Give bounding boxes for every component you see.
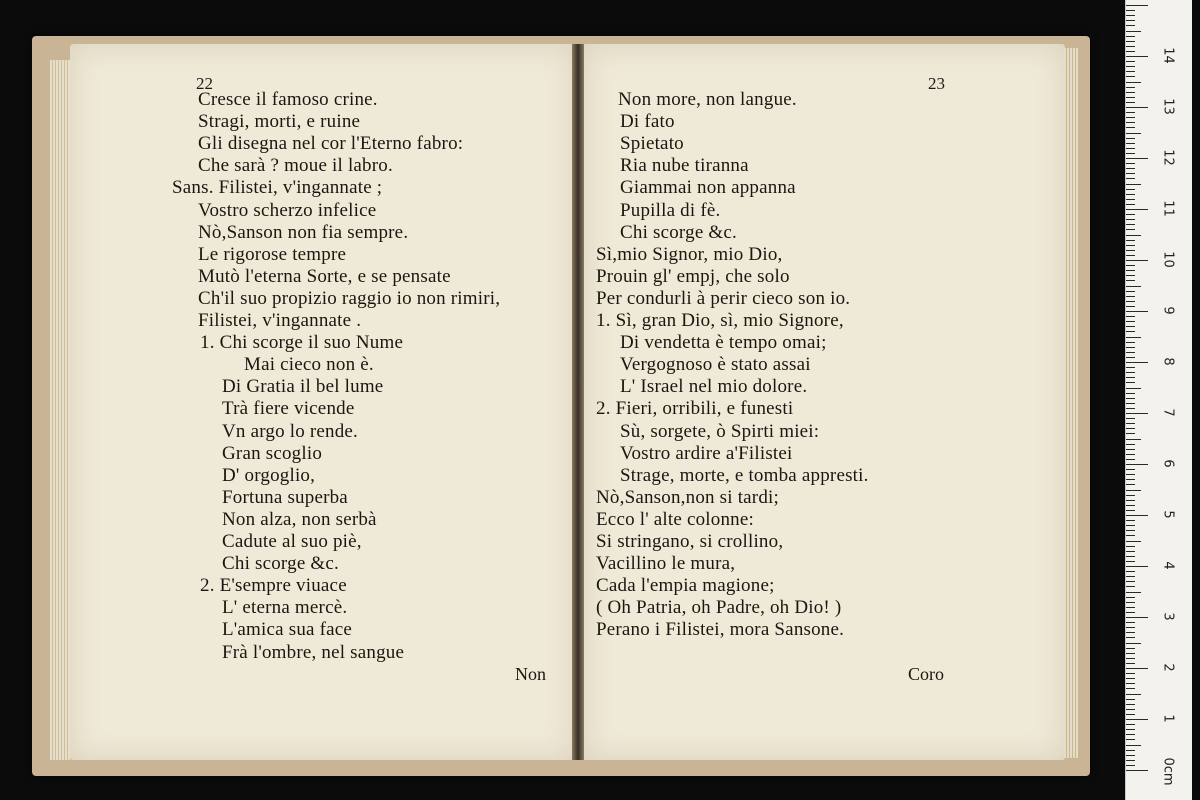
ruler-tick bbox=[1126, 571, 1135, 572]
left-page-line: Gran scoglio bbox=[222, 442, 323, 464]
right-page-line: Vacillino le mura, bbox=[596, 553, 736, 575]
right-page-line: Di vendetta è tempo omai; bbox=[620, 332, 827, 354]
ruler-tick bbox=[1126, 551, 1135, 552]
ruler-tick bbox=[1126, 602, 1135, 603]
right-page-line: Si stringano, si crollino, bbox=[596, 531, 784, 552]
ruler-label: 11 bbox=[1160, 200, 1176, 217]
ruler-tick bbox=[1126, 342, 1135, 343]
ruler-tick bbox=[1126, 673, 1135, 674]
ruler-tick bbox=[1126, 469, 1135, 470]
ruler-tick bbox=[1126, 41, 1135, 42]
left-page-line: Mai cieco non è. bbox=[244, 354, 374, 376]
ruler-tick bbox=[1126, 739, 1135, 740]
ruler-tick bbox=[1126, 153, 1135, 154]
ruler-tick bbox=[1126, 454, 1135, 455]
right-page-line: Per condurli à perir cieco son io. bbox=[596, 287, 851, 309]
ruler-tick bbox=[1126, 428, 1135, 429]
ruler-tick bbox=[1126, 5, 1148, 6]
ruler-tick bbox=[1126, 331, 1135, 332]
ruler-tick bbox=[1126, 459, 1135, 460]
ruler-tick bbox=[1126, 158, 1148, 159]
ruler-tick bbox=[1126, 653, 1135, 654]
ruler-tick bbox=[1126, 260, 1148, 261]
right-page-line: Pupilla di fè. bbox=[620, 199, 721, 221]
ruler-tick bbox=[1126, 224, 1135, 225]
ruler-tick bbox=[1126, 372, 1135, 373]
ruler-tick bbox=[1126, 31, 1141, 32]
ruler-tick bbox=[1126, 133, 1141, 134]
right-page-line: Chi scorge &c. bbox=[620, 221, 737, 243]
ruler-tick bbox=[1126, 734, 1135, 735]
ruler-tick bbox=[1126, 535, 1135, 536]
ruler-tick bbox=[1126, 464, 1148, 465]
left-page-line: Non alza, non serbà bbox=[222, 508, 377, 530]
ruler-tick bbox=[1126, 209, 1148, 210]
right-page-line: Nò,Sanson,non si tardi; bbox=[596, 486, 779, 508]
ruler-tick bbox=[1126, 622, 1135, 623]
left-page-line: Mutò l'eterna Sorte, e se pensate bbox=[198, 265, 451, 287]
ruler-tick bbox=[1126, 10, 1135, 11]
ruler-tick bbox=[1126, 745, 1141, 746]
ruler-label: 12 bbox=[1160, 149, 1176, 166]
ruler-tick bbox=[1126, 403, 1135, 404]
ruler-label: 3 bbox=[1160, 612, 1176, 621]
ruler-tick bbox=[1126, 178, 1135, 179]
ruler-label: 8 bbox=[1160, 357, 1176, 366]
ruler-tick bbox=[1126, 658, 1135, 659]
ruler-tick bbox=[1126, 117, 1135, 118]
left-page-line: Trà fiere vicende bbox=[222, 398, 355, 420]
ruler-tick bbox=[1126, 219, 1135, 220]
ruler-tick bbox=[1126, 408, 1135, 409]
ruler-tick bbox=[1126, 678, 1135, 679]
right-page-line: Cada l'empia magione; bbox=[596, 575, 775, 597]
ruler-tick bbox=[1126, 148, 1135, 149]
ruler-tick bbox=[1126, 683, 1135, 684]
ruler-tick bbox=[1126, 500, 1135, 501]
left-page-number: 22 bbox=[196, 74, 213, 93]
ruler-tick bbox=[1126, 357, 1135, 358]
ruler-tick bbox=[1126, 663, 1135, 664]
ruler-tick bbox=[1126, 479, 1135, 480]
ruler-tick bbox=[1126, 750, 1135, 751]
left-page-line: Frà l'ombre, nel sangue bbox=[222, 641, 405, 663]
ruler-tick bbox=[1126, 423, 1135, 424]
ruler-tick bbox=[1126, 255, 1135, 256]
ruler-tick bbox=[1126, 515, 1148, 516]
right-page-line: Sù, sorgete, ò Spirti miei: bbox=[620, 420, 820, 442]
ruler-tick bbox=[1126, 76, 1135, 77]
ruler-tick bbox=[1126, 235, 1141, 236]
ruler-tick bbox=[1126, 270, 1135, 271]
ruler-tick bbox=[1126, 632, 1135, 633]
ruler-tick bbox=[1126, 490, 1141, 491]
ruler-tick bbox=[1126, 704, 1135, 705]
ruler-tick bbox=[1126, 301, 1135, 302]
ruler-tick bbox=[1126, 326, 1135, 327]
ruler-tick bbox=[1126, 15, 1135, 16]
left-page-line: Cresce il famoso crine. bbox=[198, 89, 378, 110]
ruler-tick bbox=[1126, 398, 1135, 399]
right-page-line: Ria nube tiranna bbox=[620, 155, 749, 177]
right-page-line: Perano i Filistei, mora Sansone. bbox=[596, 619, 845, 641]
ruler-tick bbox=[1126, 709, 1135, 710]
ruler-tick bbox=[1126, 367, 1135, 368]
book-spine bbox=[572, 44, 584, 760]
ruler-tick bbox=[1126, 612, 1135, 613]
left-page-line: Sans. Filistei, v'ingannate ; bbox=[172, 177, 383, 199]
ruler-tick bbox=[1126, 668, 1148, 669]
ruler-tick bbox=[1126, 240, 1135, 241]
ruler-tick bbox=[1126, 418, 1135, 419]
ruler-tick bbox=[1126, 530, 1135, 531]
ruler-tick bbox=[1126, 474, 1135, 475]
left-page-line: Chi scorge &c. bbox=[222, 553, 339, 575]
left-page-line: Filistei, v'ingannate . bbox=[198, 310, 362, 331]
ruler-tick bbox=[1126, 576, 1135, 577]
right-page-line: 2. Fieri, orribili, e funesti bbox=[596, 398, 794, 420]
ruler-tick bbox=[1126, 214, 1135, 215]
ruler-tick bbox=[1126, 337, 1141, 338]
ruler-tick bbox=[1126, 444, 1135, 445]
left-page-line: Vn argo lo rende. bbox=[222, 420, 359, 442]
left-page-line: Nò,Sanson non fia sempre. bbox=[198, 221, 409, 243]
ruler-tick bbox=[1126, 286, 1141, 287]
ruler-tick bbox=[1126, 439, 1141, 440]
ruler-label: 7 bbox=[1160, 408, 1176, 417]
right-catchword: Coro bbox=[908, 664, 944, 684]
right-page-line: 1. Sì, gran Dio, sì, mio Signore, bbox=[596, 310, 844, 331]
ruler-tick bbox=[1126, 311, 1148, 312]
ruler-tick bbox=[1126, 377, 1135, 378]
ruler-label: 6 bbox=[1160, 459, 1176, 468]
ruler-tick bbox=[1126, 245, 1135, 246]
ruler-tick bbox=[1126, 56, 1148, 57]
ruler-tick bbox=[1126, 597, 1135, 598]
ruler-tick bbox=[1126, 566, 1148, 567]
ruler-tick bbox=[1126, 505, 1135, 506]
ruler-tick bbox=[1126, 316, 1135, 317]
page-edges-right bbox=[1064, 48, 1078, 758]
right-page-line: Spietato bbox=[620, 133, 684, 155]
right-page-line: Prouin gl' empj, che solo bbox=[596, 265, 790, 287]
ruler-tick bbox=[1126, 484, 1135, 485]
ruler-tick bbox=[1126, 61, 1135, 62]
page-edges-left bbox=[50, 60, 70, 760]
ruler-tick bbox=[1126, 352, 1135, 353]
ruler-tick bbox=[1126, 20, 1135, 21]
right-page-line: Giammai non appanna bbox=[620, 177, 796, 199]
ruler-tick bbox=[1126, 648, 1135, 649]
ruler-tick bbox=[1126, 46, 1135, 47]
ruler-tick bbox=[1126, 189, 1135, 190]
ruler-tick bbox=[1126, 643, 1141, 644]
left-page-line: L' eterna mercè. bbox=[222, 597, 348, 619]
ruler-tick bbox=[1126, 168, 1135, 169]
ruler-tick bbox=[1126, 433, 1135, 434]
left-catchword: Non bbox=[515, 664, 546, 684]
ruler-tick bbox=[1126, 694, 1141, 695]
ruler-label: 0cm bbox=[1160, 757, 1176, 786]
left-page-line: Fortuna superba bbox=[222, 486, 348, 508]
ruler-tick bbox=[1126, 97, 1135, 98]
ruler-tick bbox=[1126, 102, 1135, 103]
ruler-tick bbox=[1126, 127, 1135, 128]
right-page-line: Vergognoso è stato assai bbox=[620, 354, 811, 376]
left-page-line: Vostro scherzo infelice bbox=[198, 199, 377, 221]
ruler-tick bbox=[1126, 265, 1135, 266]
ruler-tick bbox=[1126, 637, 1135, 638]
right-page-line: ( Oh Patria, oh Padre, oh Dio! ) bbox=[596, 597, 842, 619]
ruler-label: 5 bbox=[1160, 510, 1176, 519]
ruler-tick bbox=[1126, 347, 1135, 348]
measurement-ruler bbox=[1125, 0, 1192, 800]
right-page-line: Non more, non langue. bbox=[618, 89, 797, 110]
right-page-line: Strage, morte, e tomba appresti. bbox=[620, 464, 869, 486]
ruler-tick bbox=[1126, 525, 1135, 526]
ruler-tick bbox=[1126, 541, 1141, 542]
left-page-line: Stragi, morti, e ruine bbox=[198, 111, 361, 133]
ruler-tick bbox=[1126, 688, 1135, 689]
ruler-tick bbox=[1126, 71, 1135, 72]
ruler-tick bbox=[1126, 250, 1135, 251]
ruler-tick bbox=[1126, 107, 1148, 108]
ruler-tick bbox=[1126, 581, 1135, 582]
ruler-label: 9 bbox=[1160, 306, 1176, 315]
ruler-tick bbox=[1126, 607, 1135, 608]
ruler-tick bbox=[1126, 163, 1135, 164]
ruler-label: 1 bbox=[1160, 714, 1176, 723]
ruler-tick bbox=[1126, 627, 1135, 628]
ruler-tick bbox=[1126, 770, 1148, 771]
left-page-line: Ch'il suo propizio raggio io non rimiri, bbox=[198, 287, 501, 309]
left-page-line: D' orgoglio, bbox=[222, 464, 316, 486]
left-page-line: 2. E'sempre viuace bbox=[200, 575, 347, 597]
ruler-tick bbox=[1126, 143, 1135, 144]
ruler-tick bbox=[1126, 92, 1135, 93]
ruler-tick bbox=[1126, 280, 1135, 281]
ruler-tick bbox=[1126, 138, 1135, 139]
ruler-tick bbox=[1126, 173, 1135, 174]
ruler-tick bbox=[1126, 184, 1141, 185]
ruler-tick bbox=[1126, 617, 1148, 618]
ruler-tick bbox=[1126, 25, 1135, 26]
ruler-tick bbox=[1126, 592, 1141, 593]
ruler-tick bbox=[1126, 719, 1148, 720]
ruler-tick bbox=[1126, 556, 1135, 557]
ruler-tick bbox=[1126, 495, 1135, 496]
ruler-tick bbox=[1126, 393, 1135, 394]
right-page-line: Di fato bbox=[620, 111, 675, 133]
ruler-tick bbox=[1126, 755, 1135, 756]
ruler-label: 13 bbox=[1160, 98, 1176, 115]
ruler-tick bbox=[1126, 760, 1135, 761]
left-page-line: Cadute al suo piè, bbox=[222, 531, 362, 552]
ruler-tick bbox=[1126, 561, 1135, 562]
ruler-tick bbox=[1126, 36, 1135, 37]
left-page-line: Gli disegna nel cor l'Eterno fabro: bbox=[198, 133, 464, 155]
left-page-line: Le rigorose tempre bbox=[198, 243, 347, 265]
ruler-tick bbox=[1126, 306, 1135, 307]
ruler-tick bbox=[1126, 321, 1135, 322]
ruler-tick bbox=[1126, 729, 1135, 730]
ruler-tick bbox=[1126, 51, 1135, 52]
left-page-line: Di Gratia il bel lume bbox=[222, 376, 384, 398]
right-page-line: Ecco l' alte colonne: bbox=[596, 508, 754, 530]
ruler-tick bbox=[1126, 382, 1135, 383]
ruler-tick bbox=[1126, 388, 1141, 389]
ruler-tick bbox=[1126, 82, 1141, 83]
left-page-line: L'amica sua face bbox=[222, 619, 353, 641]
ruler-tick bbox=[1126, 229, 1135, 230]
ruler-tick bbox=[1126, 413, 1148, 414]
right-page-line: Vostro ardire a'Filistei bbox=[620, 442, 793, 464]
ruler-tick bbox=[1126, 362, 1148, 363]
ruler-tick bbox=[1126, 449, 1135, 450]
ruler-tick bbox=[1126, 296, 1135, 297]
ruler-tick bbox=[1126, 510, 1135, 511]
left-page-line: 1. Chi scorge il suo Nume bbox=[200, 332, 404, 354]
ruler-tick bbox=[1126, 194, 1135, 195]
ruler-tick bbox=[1126, 66, 1135, 67]
ruler-label: 14 bbox=[1160, 47, 1176, 64]
ruler-tick bbox=[1126, 87, 1135, 88]
ruler-tick bbox=[1126, 765, 1135, 766]
left-page-line: Che sarà ? moue il labro. bbox=[198, 155, 393, 177]
ruler-tick bbox=[1126, 112, 1135, 113]
ruler-tick bbox=[1126, 204, 1135, 205]
right-page-line: Sì,mio Signor, mio Dio, bbox=[596, 243, 783, 265]
ruler-label: 10 bbox=[1160, 251, 1176, 268]
ruler-tick bbox=[1126, 122, 1135, 123]
ruler-tick bbox=[1126, 199, 1135, 200]
ruler-tick bbox=[1126, 586, 1135, 587]
ruler-label: 4 bbox=[1160, 561, 1176, 570]
right-page-number: 23 bbox=[928, 74, 945, 93]
ruler-label: 2 bbox=[1160, 663, 1176, 672]
ruler-tick bbox=[1126, 275, 1135, 276]
ruler-tick bbox=[1126, 520, 1135, 521]
ruler-tick bbox=[1126, 291, 1135, 292]
ruler-tick bbox=[1126, 724, 1135, 725]
right-page-line: L' Israel nel mio dolore. bbox=[620, 376, 808, 398]
ruler-tick bbox=[1126, 546, 1135, 547]
ruler-tick bbox=[1126, 714, 1135, 715]
ruler-tick bbox=[1126, 699, 1135, 700]
